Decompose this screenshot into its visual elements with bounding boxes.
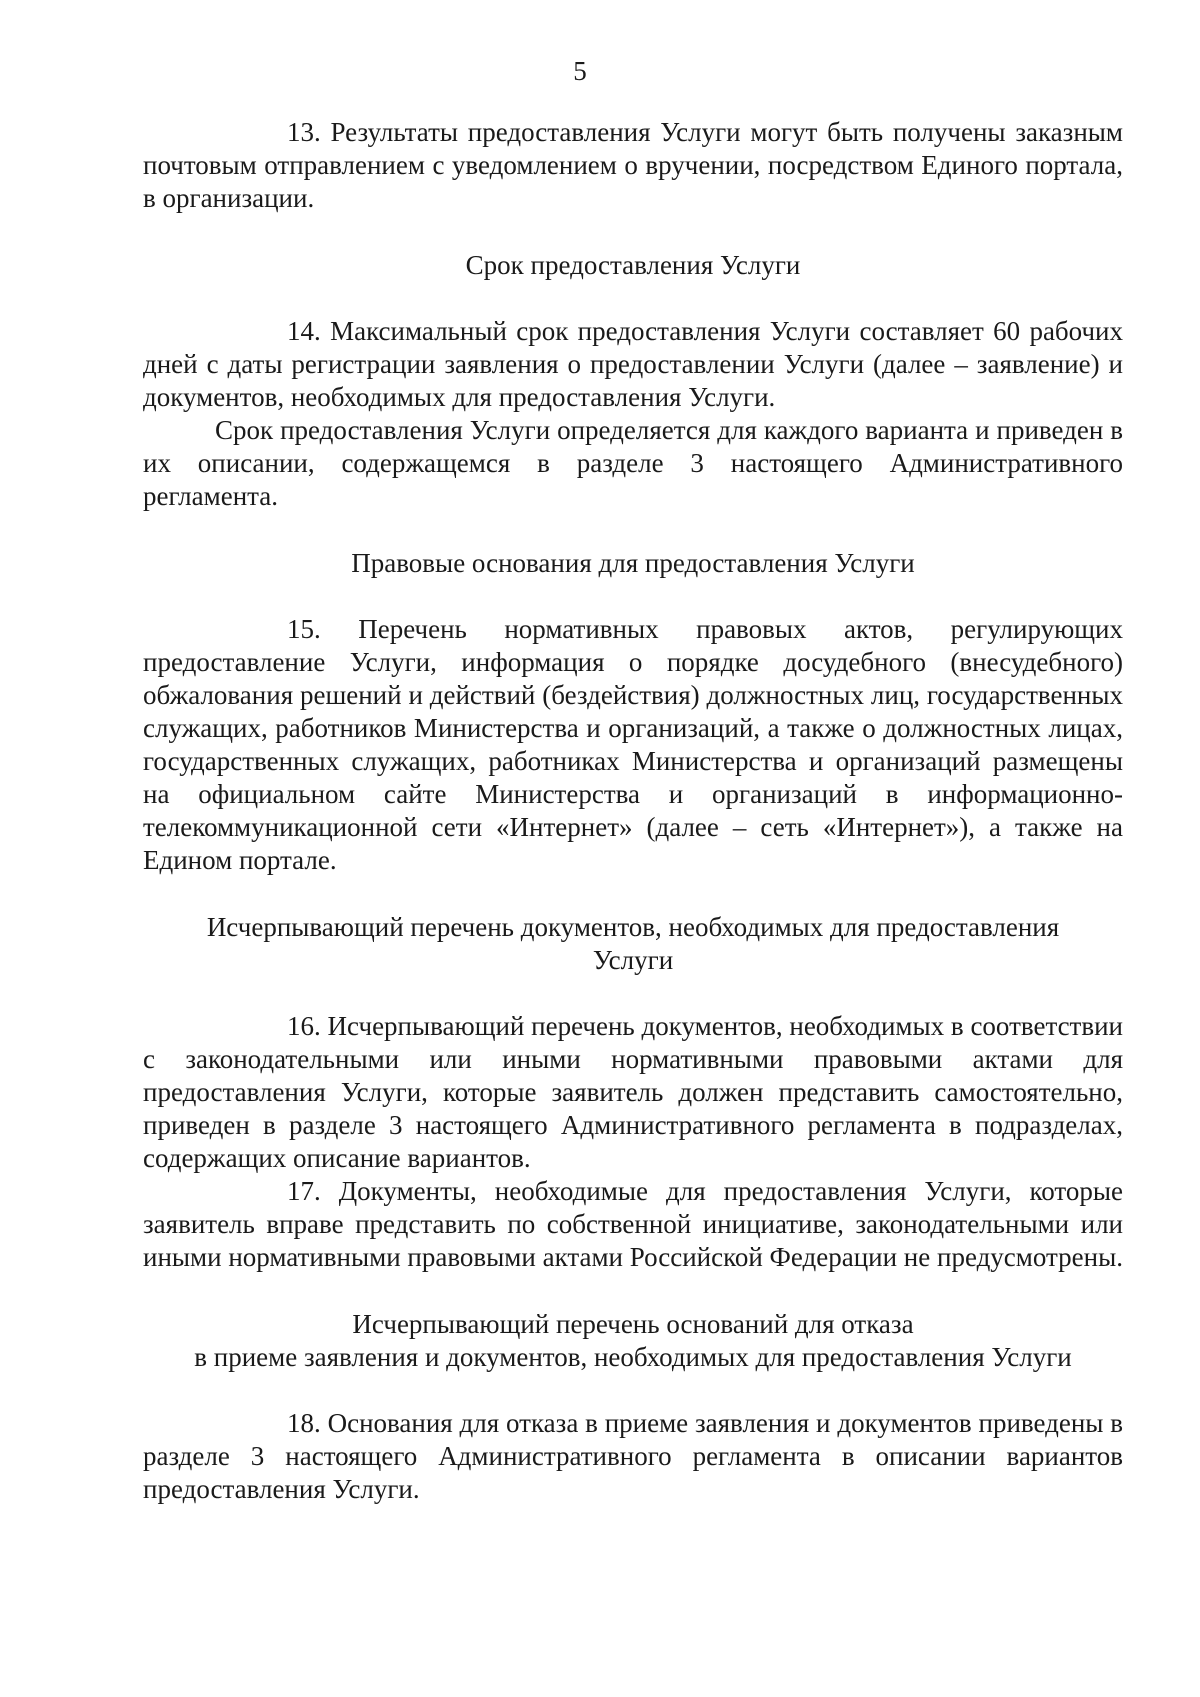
paragraph-15 [143,613,1123,877]
document-body [143,116,1123,1506]
paragraph-text: Основания для отказа в приеме заявления и документов приведены в разделе 3 настоящего Административного регламента в описании вариантов предоставления Услуги. [143,1408,1124,1504]
paragraph-number: 18. [287,1408,321,1438]
section-heading-line: в приеме заявления и документов, необходимых для предоставления Услуги [194,1342,1072,1372]
section-heading-dokumenty [143,911,1123,977]
paragraph-text: Документы, необходимые для предоставления Услуги, которые заявитель вправе представить по собственной инициативе, законодательными или иными нормативными правовыми актами Российской Федерации не предусмотрены. [143,1176,1123,1272]
paragraph-14-continuation: Срок предоставления Услуги определяется для каждого варианта и приведен в их описании, содержащемся в разделе 3 настоящего Административного регламента. [143,415,1123,511]
paragraph-16 [143,1010,1123,1175]
paragraph-18 [143,1407,1123,1506]
paragraph-number: 14. [287,316,321,346]
section-heading-pravovye: Правовые основания для предоставления Услуги [351,548,915,578]
section-heading-line: Услуги [592,945,674,975]
paragraph-number: 16. [287,1011,321,1041]
section-heading-line: Исчерпывающий перечень документов, необходимых для предоставления [206,912,1060,942]
page-number: 5 [573,56,587,86]
section-heading-otkaz [143,1308,1123,1374]
paragraph-number: 15. [287,614,321,644]
paragraph-number: 13. [287,117,321,147]
paragraph-text: Исчерпывающий перечень документов, необходимых в соответствии с законодательными или иными нормативными правовыми актами для предоставления Услуги, которые заявитель должен представить самостоятельно, приведен в разделе 3 настоящего Административного регламента в подразделах, содержащих описание вариантов. [143,1011,1124,1173]
paragraph-14 [143,315,1123,414]
section-heading-line: Исчерпывающий перечень оснований для отказа [352,1309,914,1339]
paragraph-text: Максимальный срок предоставления Услуги составляет 60 рабочих дней с даты регистрации заявления о предоставлении Услуги (далее – заявление) и документов, необходимых для предоставления Услуги. [143,316,1123,412]
paragraph-text: Результаты предоставления Услуги могут быть получены заказным почтовым отправлением с уведомлением о вручении, посредством Единого портала, в организации. [143,117,1123,213]
paragraph-13 [143,116,1123,215]
paragraph-text: Перечень нормативных правовых актов, регулирующих предоставление Услуги, информация о порядке досудебного (внесудебного) обжалования решений и действий (бездействия) должностных лиц, государственных служащих, работников Министерства и организаций, а также о должностных лицах, государственных служащих, работниках Министерства и организаций размещены на официальном сайте Министерства и организаций в информационно-телекоммуникационной сети «Интернет» (далее – сеть «Интернет»), а также на Едином портале. [143,614,1124,875]
paragraph-number: 17. [287,1176,321,1206]
section-heading-srok: Срок предоставления Услуги [465,250,801,280]
paragraph-17 [143,1175,1123,1274]
